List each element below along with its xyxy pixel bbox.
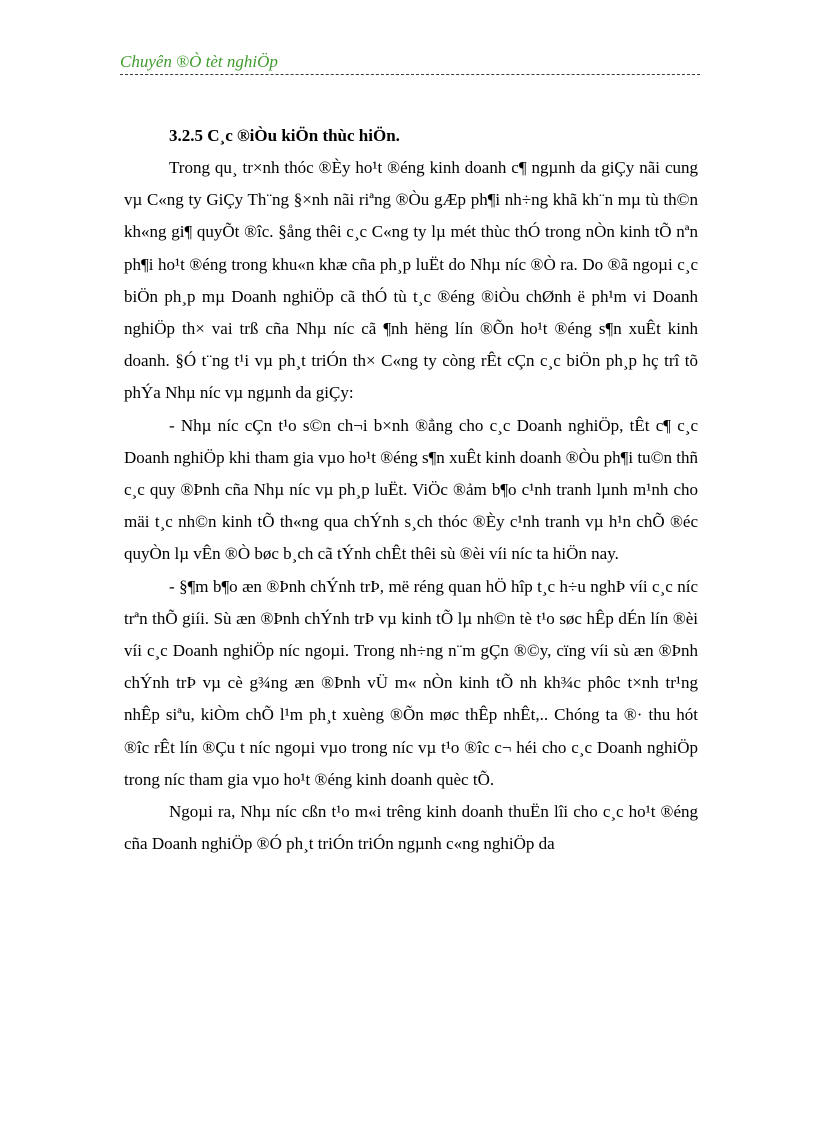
header-title: Chuyên ®Ò tèt nghiÖp xyxy=(120,52,278,71)
document-body xyxy=(124,120,698,860)
page-header xyxy=(120,50,700,80)
paragraph-intro: Trong qu¸ tr×nh thóc ®Èy ho¹t ®éng kinh doanh c¶ ngµnh da giÇy nãi cung vµ C«ng ty GiÇy Th¨ng §×nh nãi riªng ®Òu gÆp ph¶i nh÷ng khã kh¨n mµ tù th©n kh«ng gi¶ quyÕt ®îc. §ång thêi c¸c C«ng ty lµ mét thùc thÓ trong nÒn kinh tÕ nªn ph¶i ho¹t ®éng trong khu«n khæ cña ph¸p luËt do Nhµ níc ®Ò ra. Do ®ã ngoµi c¸c biÖn ph¸p mµ Doanh nghiÖp cã thÓ tù t¸c ®éng ®iÒu chØnh ë ph¹m vi Doanh nghiÖp th× vai trß cña Nhµ níc cã ¶nh hëng lín ®Õn ho¹t ®éng s¶n xuÊt kinh doanh. §Ó t¨ng t¹i vµ ph¸t triÓn th× C«ng ty còng rÊt cÇn c¸c biÖn ph¸p hç trî tõ phÝa Nhµ níc vµ ngµnh da giÇy: xyxy=(124,158,698,403)
section-heading: 3.2.5 C¸c ®iÒu kiÖn thùc hiÖn. xyxy=(169,126,400,145)
paragraph-political-stability: - §¶m b¶o æn ®Þnh chÝnh trÞ, më réng quan hÖ hîp t¸c h÷u nghÞ víi c¸c níc trªn thÕ giíi. Sù æn ®Þnh chÝnh trÞ vµ kinh tÕ lµ nh©n tè t¹o søc hÊp dÉn lín ®èi víi c¸c Doanh nghiÖp níc ngoµi. Trong nh÷ng n¨m gÇn ®©y, cïng víi sù æn ®Þnh chÝnh trÞ vµ cè g¾ng æn ®Þnh vÜ m« nÒn kinh tÕ nh kh¾c phôc t×nh tr¹ng nhÊp siªu, kiÒm chÕ l¹m ph¸t xuèng ®Õn møc thÊp nhÊt,.. Chóng ta ®· thu hót ®îc rÊt lín ®Çu t níc ngoµi vµo trong níc vµ t¹o ®îc c¬ héi cho c¸c Doanh nghiÖp trong níc tham gia vµo ho¹t ®éng kinh doanh quèc tÕ. xyxy=(124,576,698,789)
paragraph-business-environment: Ngoµi ra, Nhµ níc cßn t¹o m«i trêng kinh doanh thuËn lîi cho c¸c ho¹t ®éng cña Doanh nghiÖp ®Ó ph¸t triÓn triÓn ngµnh c«ng nghiÖp da xyxy=(124,802,698,854)
paragraph-fair-competition: - Nhµ níc cÇn t¹o s©n ch¬i b×nh ®ẳng cho c¸c Doanh nghiÖp, tÊt c¶ c¸c Doanh nghiÖp khi tham gia vµo ho¹t ®éng s¶n xuÊt kinh doanh ®Òu ph¶i tu©n thñ c¸c quy ®Þnh cña Nhµ níc vµ ph¸p luËt. ViÖc ®ảm b¶o c¹nh tranh lµnh m¹nh cho mäi t¸c nh©n kinh tÕ th«ng qua chÝnh s¸ch thóc ®Èy c¹nh tranh vµ h¹n chÕ ®éc quyÒn lµ vÊn ®Ò bøc b¸ch cã tÝnh chÊt thêi sù ®èi víi níc ta hiÖn nay. xyxy=(124,415,698,564)
header-divider xyxy=(120,74,700,75)
